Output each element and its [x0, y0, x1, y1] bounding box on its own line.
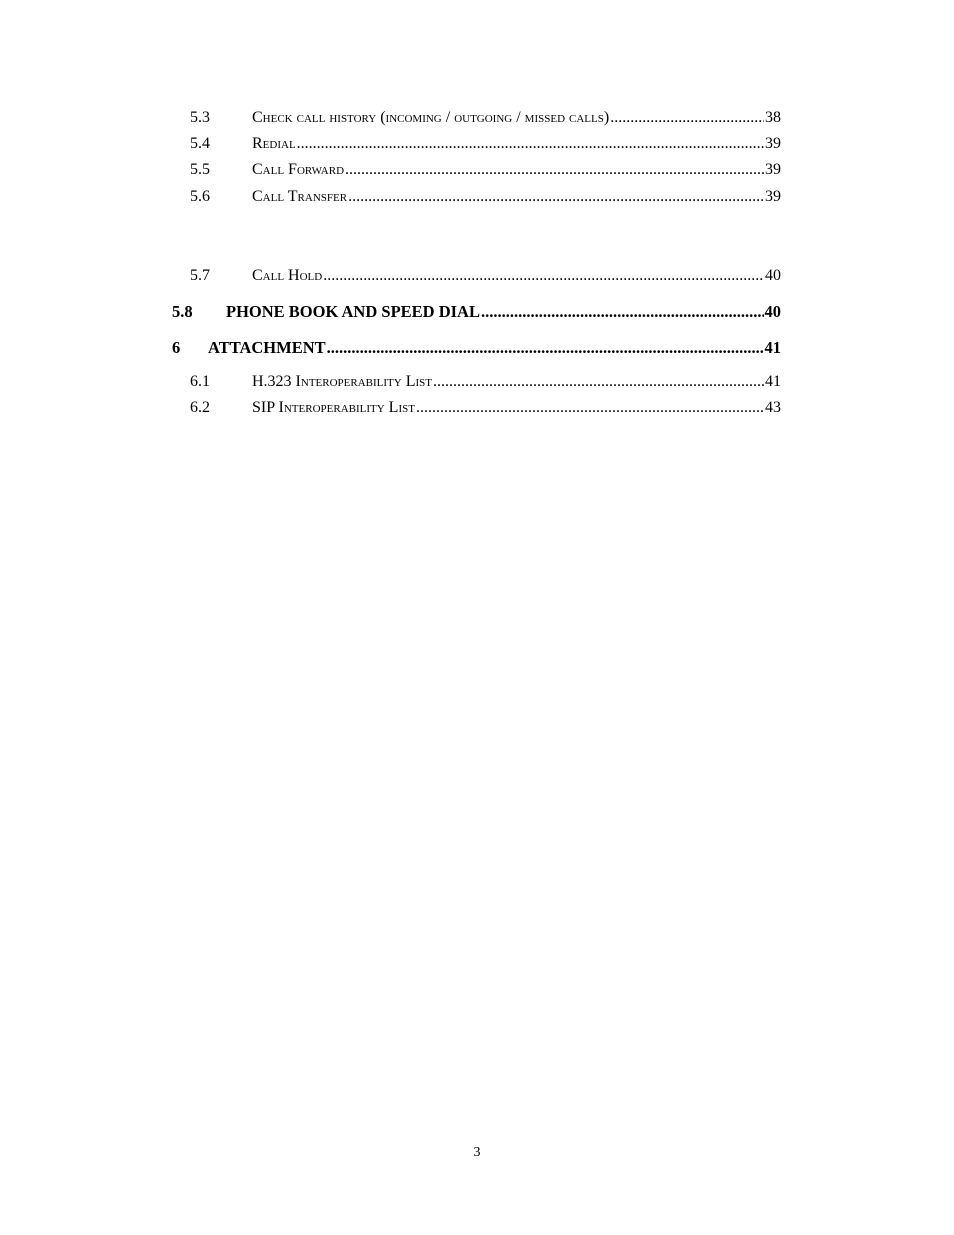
toc-entry-5-8[interactable] — [172, 302, 781, 322]
toc-dot-leader — [348, 188, 764, 206]
toc-entry-title: Check call history (incoming / outgoing / missed calls) — [252, 109, 610, 126]
toc-entry-5-6[interactable] — [190, 188, 781, 206]
toc-entry-title: Redial — [252, 135, 296, 152]
toc-entry-page: 40 — [764, 302, 781, 321]
toc-entry-title: H.323 Interoperability List — [252, 373, 432, 390]
toc-entry-5-3[interactable] — [190, 109, 781, 127]
toc-dot-leader — [610, 109, 764, 127]
toc-entry-title: PHONE BOOK AND SPEED DIAL — [226, 302, 480, 321]
toc-entry-6-1[interactable] — [190, 373, 781, 391]
toc-entry-page: 40 — [765, 267, 781, 284]
toc-dot-leader — [433, 373, 764, 391]
toc-entry-number: 6.2 — [190, 399, 210, 416]
toc-dot-leader — [323, 267, 764, 285]
toc-dot-leader — [481, 302, 764, 322]
toc-entry-number: 5.8 — [172, 302, 193, 321]
toc-entry-number: 5.3 — [190, 109, 210, 126]
toc-dot-leader — [345, 161, 764, 179]
toc-entry-title: ATTACHMENT — [208, 338, 326, 357]
toc-entry-title: Call Transfer — [252, 188, 348, 205]
toc-entry-5-7[interactable] — [190, 267, 781, 285]
toc-entry-number: 5.4 — [190, 135, 210, 152]
toc-entry-page: 41 — [765, 373, 781, 390]
toc-entry-6-2[interactable] — [190, 399, 781, 417]
toc-entry-number: 5.5 — [190, 161, 210, 178]
toc-dot-leader — [327, 338, 764, 358]
toc-dot-leader — [297, 135, 764, 153]
toc-entry-page: 43 — [765, 399, 781, 416]
toc-entry-number: 5.6 — [190, 188, 210, 205]
toc-entry-number: 5.7 — [190, 267, 210, 284]
toc-entry-number: 6.1 — [190, 373, 210, 390]
toc-entry-title: Call Forward — [252, 161, 345, 178]
toc-entry-number: 6 — [172, 338, 181, 357]
toc-entry-title: Call Hold — [252, 267, 323, 284]
toc-entry-5-5[interactable] — [190, 161, 781, 179]
toc-entry-page: 38 — [765, 109, 781, 126]
toc-entry-title: SIP Interoperability List — [252, 399, 415, 416]
toc-entry-page: 39 — [765, 188, 781, 205]
toc-entry-page: 39 — [765, 135, 781, 152]
toc-dot-leader — [416, 399, 764, 417]
page-number: 3 — [473, 1145, 481, 1160]
toc-entry-5-4[interactable] — [190, 135, 781, 153]
toc-entry-page: 41 — [764, 338, 781, 357]
toc-entry-page: 39 — [765, 161, 781, 178]
toc-entry-6[interactable] — [172, 338, 781, 358]
